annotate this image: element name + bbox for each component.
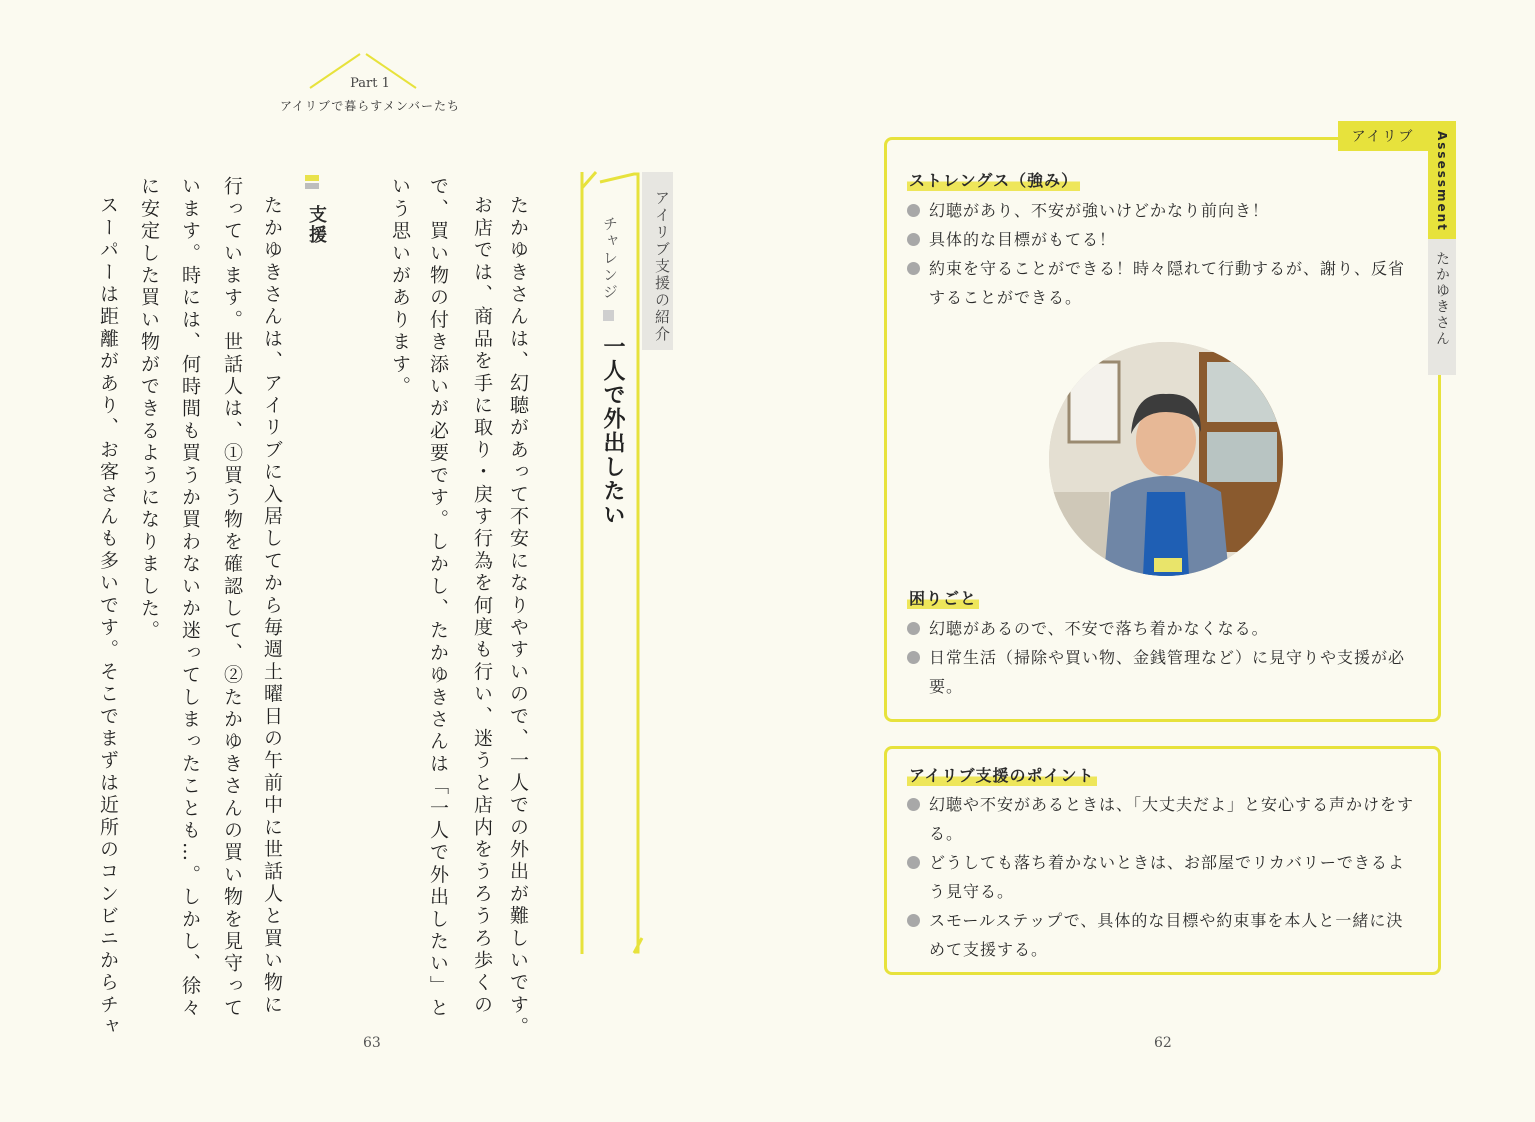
part-title: アイリブで暮らすメンバーたち	[280, 99, 460, 113]
irib-side-tag: アイリブ	[1338, 121, 1428, 151]
strengths-list	[907, 196, 1407, 312]
list-item: 日常生活（掃除や買い物、金銭管理など）に見守りや支援が必要。	[907, 643, 1407, 701]
section-heading: 支援	[306, 205, 327, 245]
intro-column-1: たかゆきさんは、幻聴があって不安になりやすいので、一人での外出が難しいです。	[507, 195, 529, 1039]
list-item: 具体的な目標がもてる！	[907, 225, 1407, 254]
list-item: 約束を守ることができる！時々隠れて行動するが、謝り、反省することができる。	[907, 254, 1407, 312]
bullet-icon	[907, 914, 920, 927]
intro-column-4: いう思いがあります。	[389, 176, 411, 398]
intro-column-2: お店では、商品を手に取り・戻す行為を何度も行い、迷うと店内をうろうろ歩くの	[471, 195, 493, 1017]
portrait-photo	[1049, 342, 1283, 576]
title-separator	[603, 310, 614, 321]
support-points-box	[884, 746, 1441, 975]
part-label: Part 1	[350, 76, 390, 91]
strengths-heading: ストレングス（強み）	[907, 168, 1080, 191]
support-column-3: います。時には、何時間も買うか買わないか迷ってしまったことも…。しかし、徐々	[179, 176, 201, 1020]
support-column-4: に安定した買い物ができるようになりました。	[138, 176, 160, 643]
troubles-list	[907, 614, 1407, 701]
member-name-tag: たかゆきさん	[1428, 239, 1456, 375]
assessment-label: Assessment	[1428, 121, 1456, 239]
page-title: 一人で外出したい	[600, 335, 625, 527]
bullet-icon	[907, 856, 920, 869]
support-intro-tag: アイリブ支援の紹介	[642, 172, 673, 350]
support-column-5: スーパーは距離があり、お客さんも多いです。そこでまずは近所のコンビニからチャ	[97, 195, 119, 1039]
bullet-icon	[907, 262, 920, 275]
bullet-icon	[907, 204, 920, 217]
page-number-left: 63	[363, 1035, 381, 1051]
challenge-label: チャレンジ	[601, 216, 619, 301]
points-heading: アイリブ支援のポイント	[907, 763, 1097, 786]
list-item: どうしても落ち着かないときは、お部屋でリカバリーできるよう見守る。	[907, 848, 1417, 906]
assessment-box	[884, 137, 1441, 722]
troubles-heading: 困りごと	[907, 586, 979, 609]
support-column-1: たかゆきさんは、アイリブに入居してから毎週土曜日の午前中に世話人と買い物に	[261, 195, 283, 1017]
points-list	[907, 790, 1417, 964]
list-item: 幻聴があり、不安が強いけどかなり前向き！	[907, 196, 1407, 225]
section-marker-gray	[305, 183, 319, 189]
section-marker	[305, 175, 319, 181]
support-column-2: 行っています。世話人は、①買う物を確認して、②たかゆきさんの買い物を見守って	[221, 176, 243, 1020]
bullet-icon	[907, 622, 920, 635]
intro-column-3: で、買い物の付き添いが必要です。しかし、たかゆきさんは「一人で外出したい」と	[427, 176, 449, 1020]
bullet-icon	[907, 233, 920, 246]
list-item: スモールステップで、具体的な目標や約束事を本人と一緒に決めて支援する。	[907, 906, 1417, 964]
list-item: 幻聴があるので、不安で落ち着かなくなる。	[907, 614, 1407, 643]
bullet-icon	[907, 798, 920, 811]
bullet-icon	[907, 651, 920, 664]
list-item: 幻聴や不安があるときは、「大丈夫だよ」と安心する声かけをする。	[907, 790, 1417, 848]
page-number-right: 62	[1154, 1035, 1172, 1051]
